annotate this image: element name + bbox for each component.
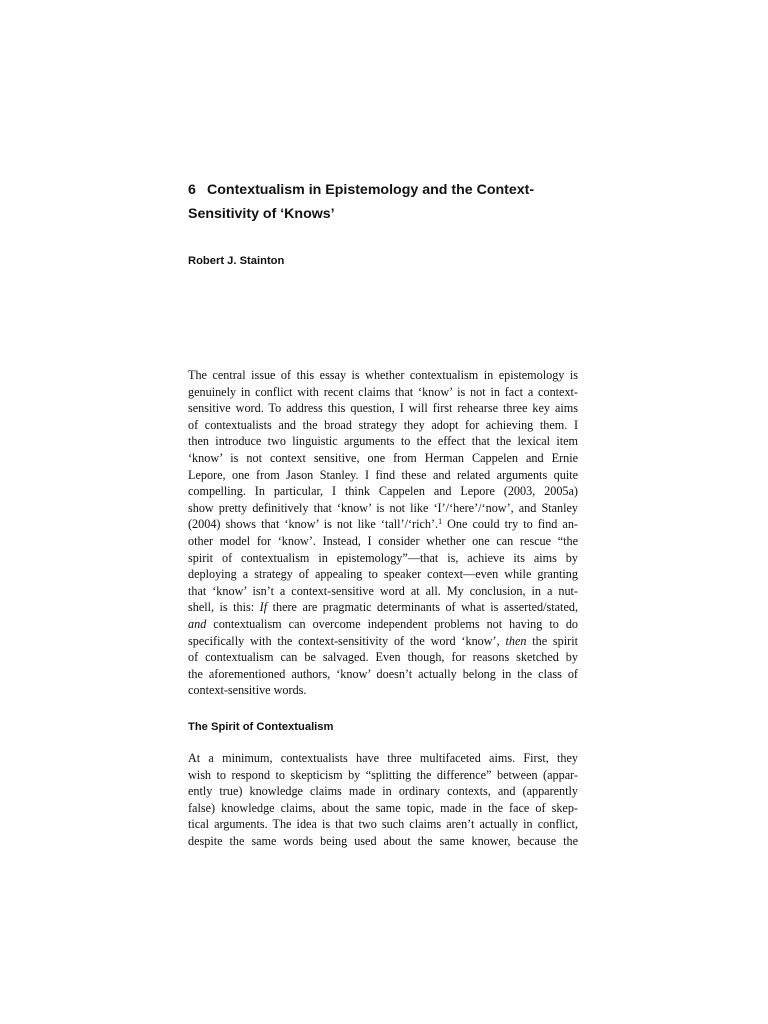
text-line: then introduce two linguistic arguments to the effect that the lexical item (188, 434, 578, 449)
text-line: sensitive word. To address this question, I will first rehearse three key aims (188, 401, 578, 416)
text-line: The central issue of this essay is whether contextualism in epistemology is (188, 368, 578, 382)
chapter-title-line-2: Sensitivity of ‘Knows’ (188, 206, 335, 222)
text-line: spirit of contextualism in epistemology”—that is, achieve its aims by (188, 550, 578, 565)
emphasis-and: and (188, 616, 207, 631)
text-line: shell, is this: If there are pragmatic determinants of what is asserted/stated, (188, 600, 578, 615)
text-line: specifically with the context-sensitivity of the word ‘know’, then the spirit (188, 633, 578, 648)
text-line: of contextualists and the broad strategy they adopt for achieving them. I (188, 417, 578, 432)
text-line: compelling. In particular, I think Cappelen and Lepore (2003, 2005a) (188, 484, 578, 499)
emphasis-then: then (505, 633, 527, 648)
emphasis-if: If (259, 600, 268, 615)
text-line: of contextualism can be salvaged. Even though, for reasons sketched by (188, 650, 578, 665)
chapter-title (188, 178, 588, 226)
text-line: ently true) knowledge claims made in ordinary contexts, and (apparently (188, 784, 578, 799)
abstract-paragraph (188, 367, 578, 699)
body-paragraph (188, 750, 578, 850)
text-line: Lepore, one from Jason Stanley. I find these and related arguments quite (188, 467, 578, 482)
chapter-title-line-1: 6 Contextualism in Epistemology and the Context- (188, 182, 534, 198)
text-line: other model for ‘know’. Instead, I consider whether one can rescue “the (188, 533, 578, 548)
text-line: despite the same words being used about the same knower, because the (188, 833, 578, 848)
text-line: and contextualism can overcome independent problems not having to do (188, 616, 579, 631)
text-line: that ‘know’ isn’t a context-sensitive word at all. My conclusion, in a nut- (188, 583, 578, 598)
text-line: show pretty definitively that ‘know’ is not like ‘I’/‘here’/‘now’, and Stanley (188, 500, 578, 515)
author-name: Robert J. Stainton (188, 255, 285, 267)
text-line: context-sensitive words. (188, 683, 307, 698)
text-line: genuinely in conflict with recent claims that ‘know’ is not in fact a context- (188, 384, 578, 399)
text-line: the aforementioned authors, ‘know’ doesn’t actually belong in the class of (188, 666, 578, 681)
text-line: wish to respond to skepticism by “splitting the difference” between (appar- (188, 767, 578, 782)
footnote-marker[interactable]: 1 (438, 517, 443, 527)
text-line: false) knowledge claims, about the same topic, made in the face of skep- (188, 800, 578, 815)
text-line: (2004) shows that ‘know’ is not like ‘tall’/‘rich’.$^1$ One could try to find an- (188, 517, 578, 532)
text-line: At a minimum, contextualists have three multifaceted aims. First, they (188, 751, 578, 765)
text-line: deploying a strategy of appealing to speaker context—even while granting (188, 567, 578, 582)
text-line: tical arguments. The idea is that two such claims aren’t actually in conflict, (188, 817, 578, 832)
section-heading: The Spirit of Contextualism (188, 721, 334, 733)
text-line: ‘know’ is not context sensitive, one from Herman Cappelen and Ernie (188, 450, 578, 465)
chapter-number: 6 (188, 182, 196, 198)
